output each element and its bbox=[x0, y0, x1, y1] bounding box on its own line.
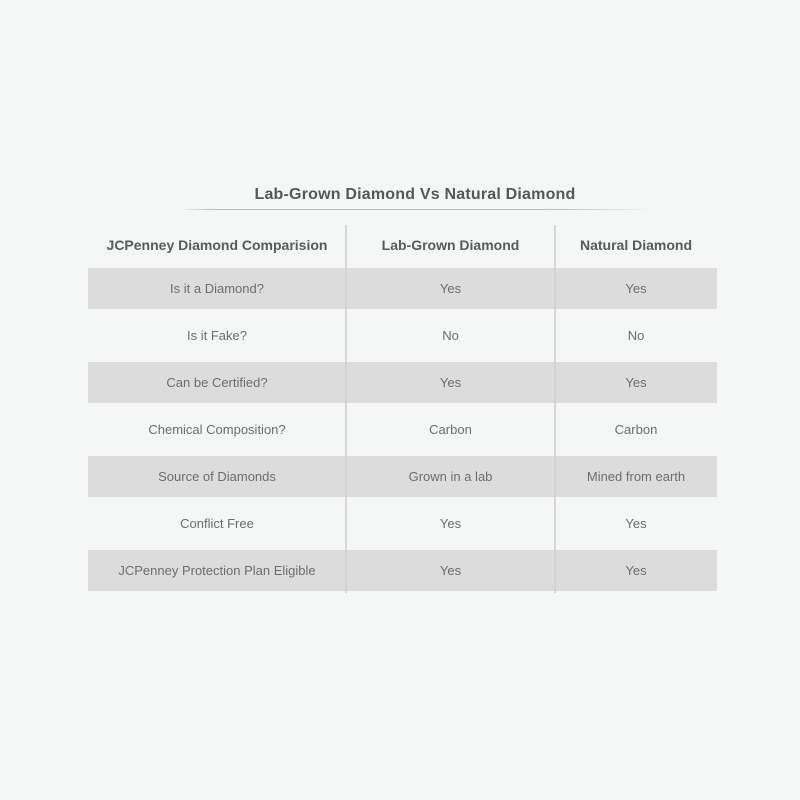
feature-cell: Is it a Diamond? bbox=[170, 281, 264, 296]
lab-grown-cell: Carbon bbox=[429, 422, 472, 437]
header-natural-column: Natural Diamond bbox=[579, 237, 692, 253]
natural-cell: Mined from earth bbox=[586, 469, 686, 484]
natural-cell: Yes bbox=[625, 516, 647, 531]
feature-cell: JCPenney Protection Plan Eligible bbox=[118, 563, 316, 578]
column-divider bbox=[554, 225, 556, 593]
lab-grown-cell: Yes bbox=[439, 516, 462, 531]
natural-cell: Carbon bbox=[614, 422, 658, 437]
table-row bbox=[88, 500, 717, 547]
feature-cell: Conflict Free bbox=[180, 516, 254, 531]
feature-cell: Is it Fake? bbox=[187, 328, 247, 343]
natural-cell: Yes bbox=[625, 281, 647, 296]
comparison-table bbox=[88, 225, 717, 594]
lab-grown-cell: Grown in a lab bbox=[408, 469, 493, 484]
page-title: Lab-Grown Diamond Vs Natural Diamond bbox=[254, 186, 576, 203]
natural-cell: No bbox=[627, 328, 645, 343]
table-header-row bbox=[88, 225, 717, 265]
natural-cell: Yes bbox=[625, 375, 647, 390]
lab-grown-cell: Yes bbox=[439, 375, 462, 390]
table-row bbox=[88, 406, 717, 453]
feature-cell: Source of Diamonds bbox=[158, 469, 276, 484]
title-divider bbox=[185, 209, 645, 210]
lab-grown-cell: Yes bbox=[439, 281, 462, 296]
lab-grown-cell: Yes bbox=[439, 563, 462, 578]
lab-grown-cell: No bbox=[442, 328, 459, 343]
feature-cell: Can be Certified? bbox=[166, 375, 268, 390]
header-lab-grown-column: Lab-Grown Diamond bbox=[381, 237, 520, 253]
table-row bbox=[88, 312, 717, 359]
table-row bbox=[88, 359, 717, 406]
table-row bbox=[88, 453, 717, 500]
column-divider bbox=[345, 225, 347, 593]
table-row bbox=[88, 547, 717, 594]
natural-cell: Yes bbox=[625, 563, 647, 578]
title-block bbox=[185, 186, 645, 210]
header-feature-column: JCPenney Diamond Comparision bbox=[106, 237, 328, 253]
feature-cell: Chemical Composition? bbox=[148, 422, 286, 437]
table-row bbox=[88, 265, 717, 312]
